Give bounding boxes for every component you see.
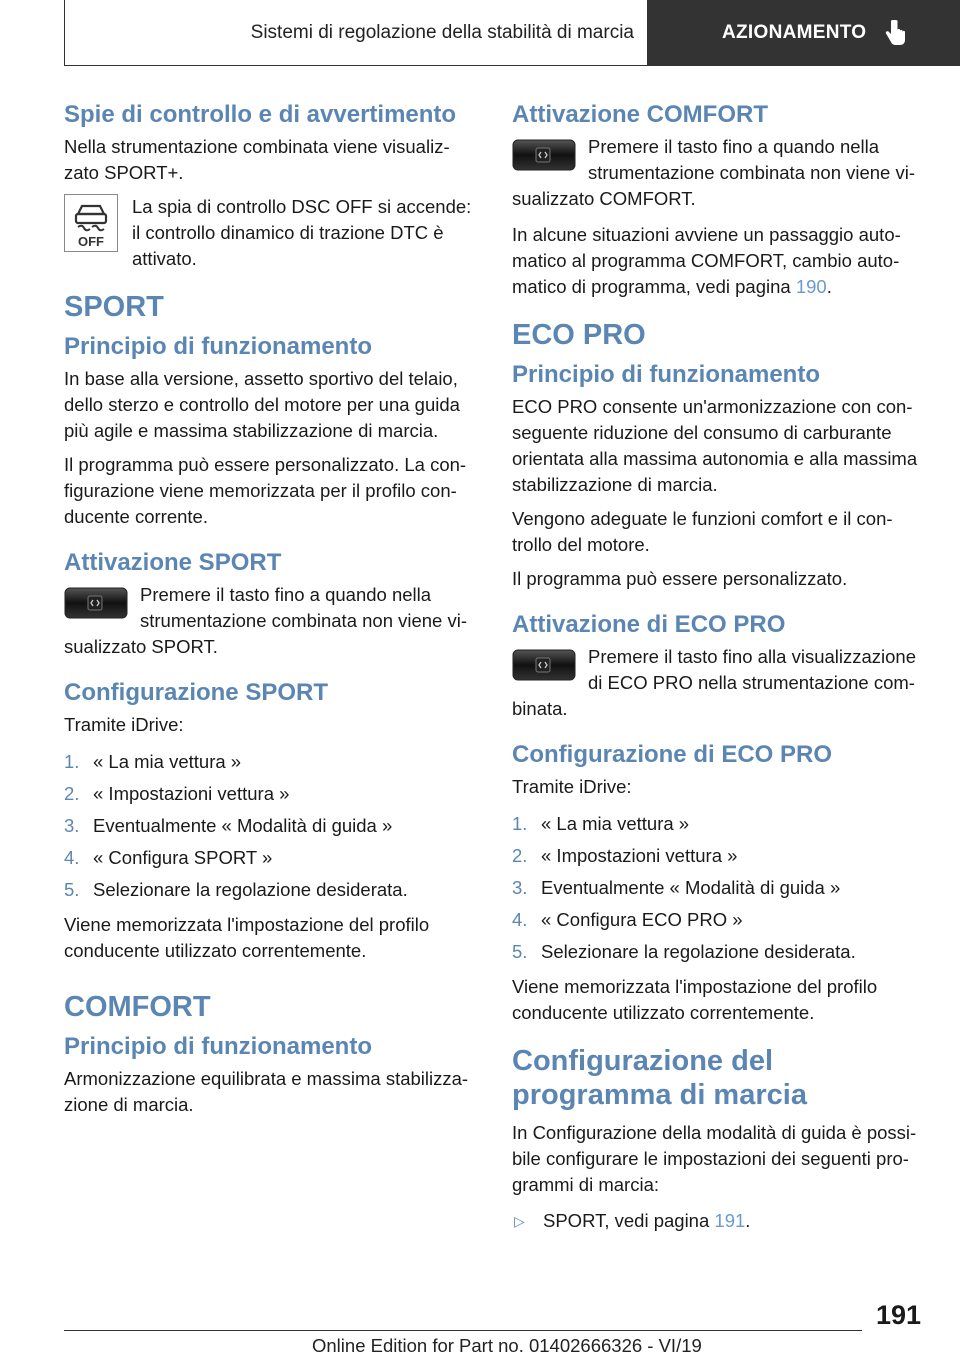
page-link-191[interactable]: 191	[714, 1210, 746, 1231]
chapter-title: AZIONAMENTO	[722, 22, 867, 43]
comfort-activation-block	[512, 134, 928, 212]
page-header	[64, 0, 960, 66]
eco-principle-heading: Principio di funzionamento	[512, 361, 820, 388]
comfort-principle-heading: Principio di funzionamento	[64, 1033, 372, 1060]
eco-personalize-text: Il programma può essere personalizzato.	[512, 568, 848, 589]
list-item: 2. « Impostazioni vettura »	[64, 783, 290, 804]
sport-personalize-text: Il programma può essere personalizzato. La con-figurazione viene memorizzata per il profilo con-ducente corrente.	[64, 454, 467, 527]
dsc-off-text: La spia di controllo DSC OFF si accende: il controllo dinamico di trazione DTC è attivato.	[132, 196, 472, 269]
footer-divider	[64, 1330, 862, 1331]
sport-activation-block	[64, 582, 480, 660]
dsc-off-icon-label: OFF	[78, 234, 104, 249]
program-config-heading: Configurazione del programma di marcia	[512, 1045, 807, 1111]
eco-activation-heading: Attivazione di ECO PRO	[512, 611, 786, 638]
sport-heading: SPORT	[64, 291, 164, 323]
comfort-activation-text: Premere il tasto fino a quando nella strumentazione combinata non viene vi-sualizzato COMFORT.	[512, 136, 916, 209]
list-item: 4. « Configura ECO PRO »	[512, 909, 743, 930]
list-item: 5. Selezionare la regolazione desiderata.	[64, 879, 408, 900]
dsc-off-indicator	[64, 194, 118, 272]
eco-activation-block	[512, 644, 928, 722]
dsc-off-icon	[64, 194, 118, 252]
comfort-auto-text: In alcune situazioni avviene un passaggio auto-matico al programma COMFORT, cambio auto-matico di programma, vedi pagina 190.	[512, 224, 901, 297]
list-item: ▷ SPORT, vedi pagina 191.	[512, 1206, 928, 1236]
sport-activation-heading: Attivazione SPORT	[64, 549, 282, 576]
drive-mode-switch-icon	[64, 586, 128, 620]
comfort-activation-heading: Attivazione COMFORT	[512, 101, 768, 128]
sport-activation-text: Premere il tasto fino a quando nella strumentazione combinata non viene vi-sualizzato SPORT.	[64, 584, 468, 657]
eco-pro-heading: ECO PRO	[512, 319, 646, 351]
right-column	[512, 100, 928, 1236]
eco-config-intro: Tramite iDrive:	[512, 776, 632, 797]
comfort-heading: COMFORT	[64, 991, 211, 1023]
program-config-text: In Configurazione della modalità di guida è possi-bile configurare le impostazioni dei seguenti pro-grammi di marcia:	[512, 1122, 917, 1195]
eco-config-steps	[512, 808, 928, 968]
chapter-tab	[648, 0, 960, 66]
sport-config-heading: Configurazione SPORT	[64, 679, 328, 706]
sport-config-intro: Tramite iDrive:	[64, 714, 184, 735]
drive-mode-switch-icon	[512, 648, 576, 682]
eco-config-outro: Viene memorizzata l'impostazione del profilo conducente utilizzato correntemente.	[512, 976, 878, 1023]
footer-edition: Online Edition for Part no. 01402666326 - VI/19	[312, 1335, 702, 1356]
drive-mode-switch-icon	[512, 138, 576, 172]
hand-pointer-icon	[884, 20, 906, 46]
sport-config-steps	[64, 746, 480, 906]
eco-principle-text: ECO PRO consente un'armonizzazione con con-seguente riduzione del consumo di carburante orientata alla massima autonomia e alla massima stabilizzazione di marcia.	[512, 396, 918, 495]
warning-lights-text: Nella strumentazione combinata viene visualiz-zato SPORT+.	[64, 136, 450, 183]
list-item: 1. « La mia vettura »	[64, 751, 242, 772]
section-title: Sistemi di regolazione della stabilità di marcia	[64, 0, 648, 66]
sport-principle-heading: Principio di funzionamento	[64, 333, 372, 360]
list-item: 2. « Impostazioni vettura »	[512, 845, 738, 866]
page-number: 191	[876, 1300, 922, 1330]
dsc-off-row	[64, 194, 480, 272]
page-link-190[interactable]: 190	[795, 276, 827, 297]
left-column	[64, 100, 480, 1126]
eco-config-heading: Configurazione di ECO PRO	[512, 741, 833, 768]
list-item: 4. « Configura SPORT »	[64, 847, 273, 868]
eco-activation-text: Premere il tasto fino alla visualizzazione di ECO PRO nella strumentazione com-binata.	[512, 646, 917, 719]
list-item: 3. Eventualmente « Modalità di guida »	[512, 877, 841, 898]
list-item: 5. Selezionare la regolazione desiderata.	[512, 941, 856, 962]
comfort-principle-text: Armonizzazione equilibrata e massima stabilizza-zione di marcia.	[64, 1068, 469, 1115]
eco-adjust-text: Vengono adeguate le funzioni comfort e il con-trollo del motore.	[512, 508, 893, 555]
sport-principle-text: In base alla versione, assetto sportivo del telaio, dello sterzo e controllo del motore per una guida più agile e massima stabilizzazione di marcia.	[64, 368, 460, 441]
sport-config-outro: Viene memorizzata l'impostazione del profilo conducente utilizzato correntemente.	[64, 914, 430, 961]
list-item: 3. Eventualmente « Modalità di guida »	[64, 815, 393, 836]
list-item: 1. « La mia vettura »	[512, 813, 690, 834]
warning-lights-heading: Spie di controllo e di avvertimento	[64, 101, 457, 128]
triangle-bullet-icon: ▷	[514, 1213, 525, 1229]
